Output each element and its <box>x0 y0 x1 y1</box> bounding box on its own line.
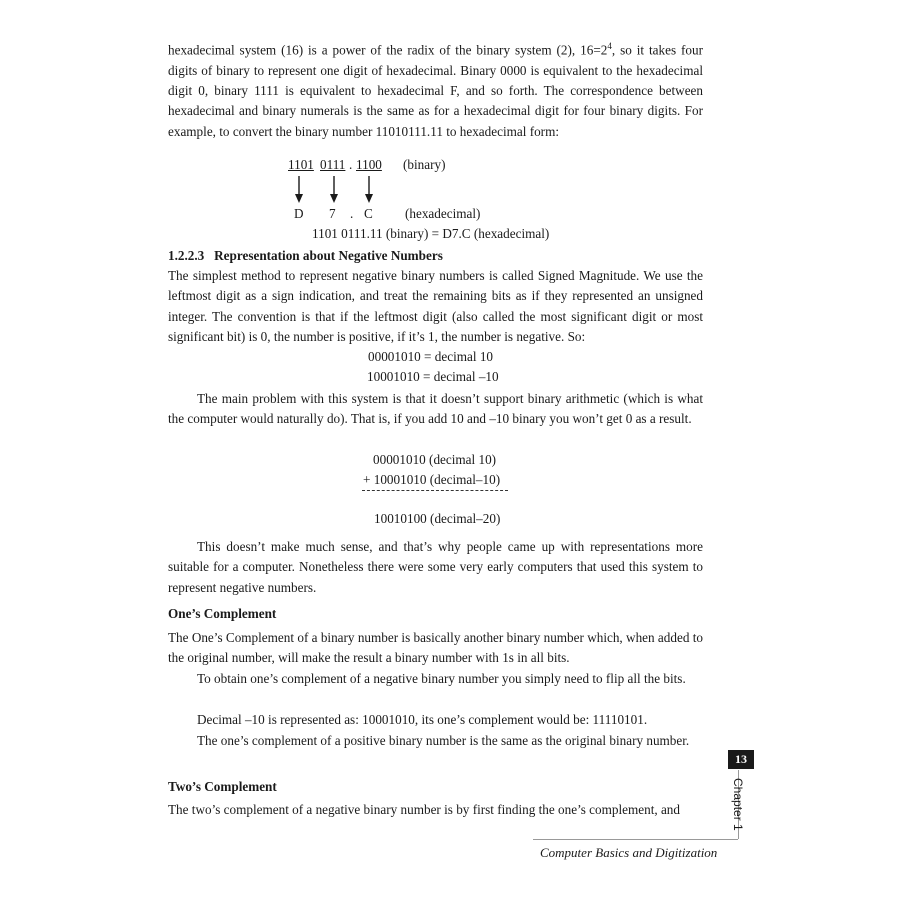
down-arrow-icon <box>292 176 306 204</box>
sum-result: 10010100 (decimal–20) <box>374 511 501 526</box>
sum-divider <box>362 490 508 491</box>
problem-paragraph: The main problem with this system is that it doesn’t support binary arithmetic (which is what the computer would naturally do). That is, if you add 10 and –10 binary you won’t get 0 as a result. <box>168 391 703 427</box>
binary-dot: . <box>349 157 353 172</box>
chapter-tab: Chapter 1 <box>731 778 745 831</box>
intro-text-start: hexadecimal system (16) is a power of the radix of the binary system (2), 16=2 <box>168 42 608 58</box>
footer-rule <box>533 839 738 840</box>
binary-group-3: 1100 <box>356 157 382 172</box>
down-arrow-icon <box>327 176 341 204</box>
ones-complement-heading: One’s Complement <box>168 606 277 621</box>
hex-digit-3: C <box>364 206 373 221</box>
down-arrow-icon <box>362 176 376 204</box>
equation-negative: 10001010 = decimal –10 <box>367 369 499 384</box>
ones-paragraph-2: To obtain one’s complement of a negative binary number you simply need to flip all the bits. <box>197 671 686 686</box>
sense-paragraph: This doesn’t make much sense, and that’s why people came up with representations more suitable for a computer. Nonetheless there were some very early computers that used this system to represent negative numbers. <box>168 539 703 595</box>
intro-paragraph <box>168 36 703 142</box>
page-number-badge: 13 <box>728 750 754 769</box>
binary-label: (binary) <box>403 157 446 172</box>
running-footer: Computer Basics and Digitization <box>540 845 718 860</box>
ones-paragraph-1: The One’s Complement of a binary number is basically another binary number which, when added to the original number, will make the result a binary number with 1s in all bits. <box>168 630 703 666</box>
hex-dot: . <box>350 206 354 221</box>
conversion-result: 1101 0111.11 (binary) = D7.C (hexadecimal) <box>312 226 550 241</box>
section-title: Representation about Negative Numbers <box>214 248 443 263</box>
signed-magnitude-paragraph: The simplest method to represent negative binary numbers is called Signed Magnitude. We use the leftmost digit as a sign indication, and treat the remaining bits as if they represented an unsigned integer. The convention is that if the leftmost digit (also called the most significant digit or most significant bit) is 0, the number is positive, if it’s 1, the number is negative. So: <box>168 268 703 344</box>
twos-paragraph-1: The two’s complement of a negative binary number is by first finding the one’s complement, and <box>168 802 680 817</box>
equation-positive: 00001010 = decimal 10 <box>368 349 494 364</box>
sum-line-1: 00001010 (decimal 10) <box>373 452 497 467</box>
section-heading <box>168 246 443 266</box>
intro-text-end: , so it takes four digits of binary to represent one digit of hexadecimal. Binary 0000 is equivalent to the hexadecimal digit 0, binary 1111 is equivalent to hexadecimal F, and so forth. The correspondence between hexadecimal and binary numerals is the same as for a hexadecimal digit for four binary digits. For example, to convert the binary number 11010111.11 to hexadecimal form: <box>168 42 703 139</box>
hex-digit-2: 7 <box>329 206 336 221</box>
ones-paragraph-4: The one’s complement of a positive binary number is the same as the original binary number. <box>197 733 690 748</box>
exponent: 4 <box>607 41 612 51</box>
ones-paragraph-3: Decimal –10 is represented as: 10001010, its one’s complement would be: 11110101. <box>197 712 648 727</box>
binary-group-2: 0111 <box>320 157 346 172</box>
twos-complement-heading: Two’s Complement <box>168 779 277 794</box>
binary-group-1: 1101 <box>288 157 314 172</box>
sum-line-2: + 10001010 (decimal–10) <box>363 472 501 487</box>
section-number: 1.2.2.3 <box>168 248 205 263</box>
hex-label: (hexadecimal) <box>405 206 481 221</box>
hex-digit-1: D <box>294 206 304 221</box>
